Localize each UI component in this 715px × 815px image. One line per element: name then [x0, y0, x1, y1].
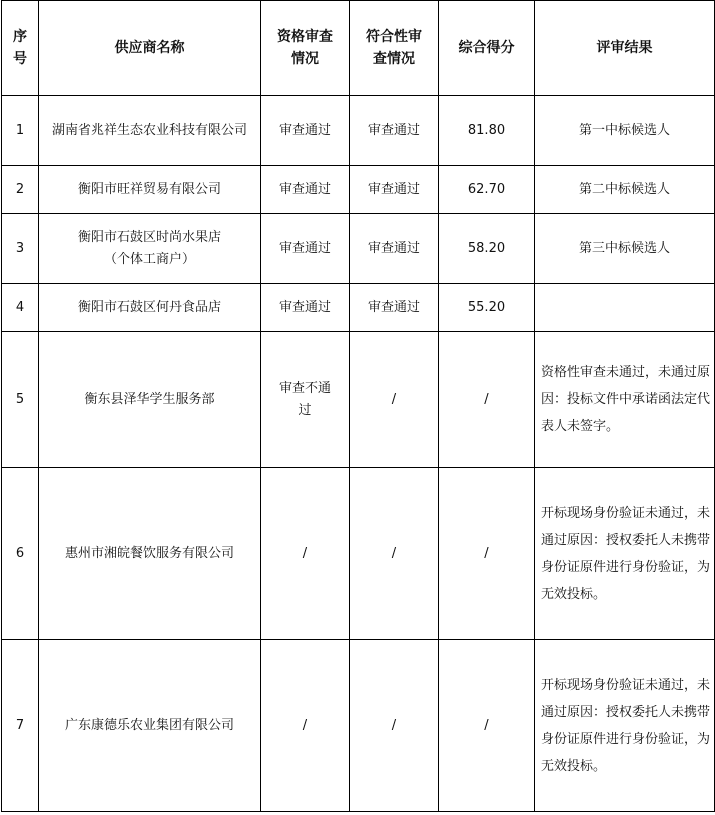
- table-row: [2, 640, 715, 812]
- cell-conformity: 审查通过: [350, 214, 439, 284]
- cell-result: 开标现场身份验证未通过，未通过原因：授权委托人未携带身份证原件进行身份验证，为无效投标。: [535, 468, 715, 640]
- cell-supplier: 衡阳市石鼓区时尚水果店（个体工商户）: [39, 214, 261, 284]
- cell-conformity: /: [350, 468, 439, 640]
- cell-score: /: [439, 468, 535, 640]
- header-conformity: 符合性审查情况: [350, 1, 439, 96]
- cell-score: 81.80: [439, 96, 535, 166]
- cell-supplier: 衡阳市旺祥贸易有限公司: [39, 166, 261, 214]
- cell-conformity: /: [350, 332, 439, 468]
- cell-qualification: 审查通过: [261, 214, 350, 284]
- cell-supplier: 湖南省兆祥生态农业科技有限公司: [39, 96, 261, 166]
- cell-seq: 1: [2, 96, 39, 166]
- header-seq: 序号: [2, 1, 39, 96]
- table-row: [2, 284, 715, 332]
- header-score: 综合得分: [439, 1, 535, 96]
- evaluation-results-table: [1, 0, 715, 812]
- cell-conformity: 审查通过: [350, 166, 439, 214]
- header-result: 评审结果: [535, 1, 715, 96]
- table-row: [2, 468, 715, 640]
- cell-seq: 7: [2, 640, 39, 812]
- cell-qualification: 审查通过: [261, 96, 350, 166]
- cell-supplier: 惠州市湘皖餐饮服务有限公司: [39, 468, 261, 640]
- table-row: [2, 96, 715, 166]
- cell-qualification: 审查通过: [261, 166, 350, 214]
- cell-result: [535, 284, 715, 332]
- cell-supplier: 广东康德乐农业集团有限公司: [39, 640, 261, 812]
- cell-seq: 2: [2, 166, 39, 214]
- cell-result: 资格性审查未通过，未通过原因：投标文件中承诺函法定代表人未签字。: [535, 332, 715, 468]
- cell-qualification: /: [261, 640, 350, 812]
- cell-result: 第二中标候选人: [535, 166, 715, 214]
- cell-seq: 4: [2, 284, 39, 332]
- cell-score: 62.70: [439, 166, 535, 214]
- cell-score: 55.20: [439, 284, 535, 332]
- header-supplier: 供应商名称: [39, 1, 261, 96]
- cell-conformity: 审查通过: [350, 284, 439, 332]
- table-row: [2, 332, 715, 468]
- header-qualification: 资格审查情况: [261, 1, 350, 96]
- cell-qualification: 审查不通过: [261, 332, 350, 468]
- cell-supplier: 衡阳市石鼓区何丹食品店: [39, 284, 261, 332]
- cell-conformity: /: [350, 640, 439, 812]
- cell-score: /: [439, 332, 535, 468]
- cell-qualification: 审查通过: [261, 284, 350, 332]
- cell-conformity: 审查通过: [350, 96, 439, 166]
- table-row: [2, 166, 715, 214]
- cell-seq: 6: [2, 468, 39, 640]
- cell-seq: 5: [2, 332, 39, 468]
- cell-result: 开标现场身份验证未通过，未通过原因：授权委托人未携带身份证原件进行身份验证，为无效投标。: [535, 640, 715, 812]
- cell-supplier: 衡东县泽华学生服务部: [39, 332, 261, 468]
- header-row: [2, 1, 715, 96]
- cell-qualification: /: [261, 468, 350, 640]
- table-row: [2, 214, 715, 284]
- cell-score: /: [439, 640, 535, 812]
- cell-seq: 3: [2, 214, 39, 284]
- cell-result: 第一中标候选人: [535, 96, 715, 166]
- cell-result: 第三中标候选人: [535, 214, 715, 284]
- cell-score: 58.20: [439, 214, 535, 284]
